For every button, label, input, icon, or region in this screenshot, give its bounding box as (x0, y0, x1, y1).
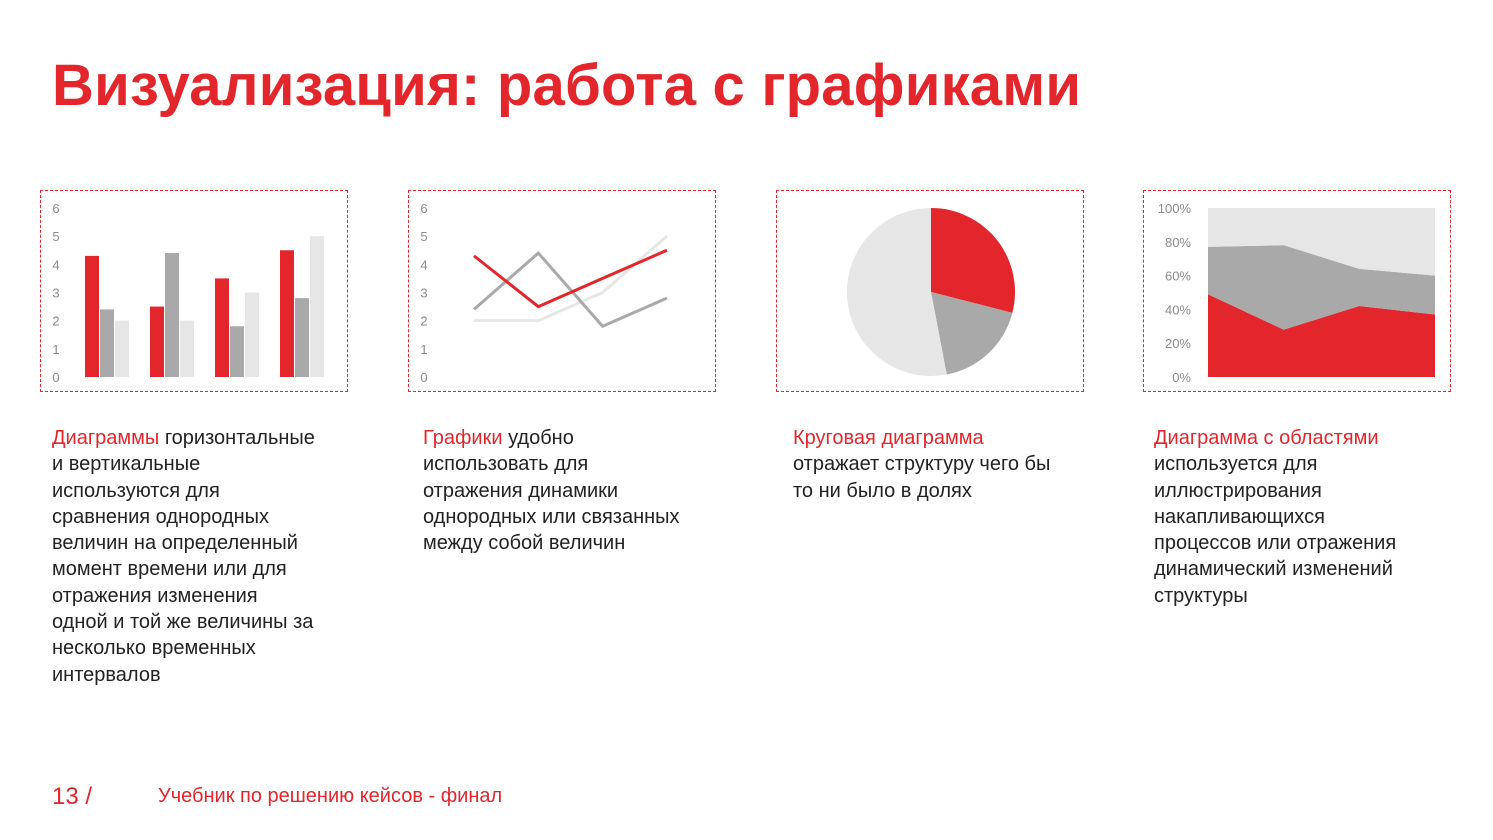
line-chart (409, 191, 717, 393)
description-line: иллюстрирования (1154, 479, 1322, 502)
page-title: Визуализация: работа с графиками (52, 53, 1082, 118)
description-line: структуры (1154, 584, 1248, 607)
bar (165, 253, 179, 377)
bar (295, 298, 309, 377)
bar (215, 278, 229, 377)
pie-chart (777, 191, 1085, 393)
bar (310, 236, 324, 377)
bar (85, 256, 99, 377)
y-tick-label: 3 (52, 285, 60, 301)
y-tick-label: 6 (52, 201, 60, 216)
y-tick-label: 1 (420, 341, 428, 357)
description-line: и вертикальные (52, 453, 201, 476)
y-tick-label: 2 (52, 313, 60, 329)
y-tick-label: 5 (52, 229, 60, 245)
bar (150, 307, 164, 377)
description-highlight: Диаграммы (52, 427, 160, 449)
description-line: интервалов (52, 663, 161, 686)
bar-chart (41, 191, 349, 393)
description-line: сравнения однородных (52, 505, 270, 528)
description-line: то ни было в долях (793, 479, 972, 502)
bar (245, 293, 259, 378)
y-tick-label: 20% (1164, 336, 1191, 352)
description-line: между собой величин (423, 532, 626, 555)
y-tick-label: 4 (52, 257, 60, 273)
description-line: величин на определенный (52, 532, 298, 555)
description-line: процессов или отражения (1154, 532, 1397, 555)
description-line: отражает структуру чего бы (793, 453, 1051, 476)
description-line: одной и той же величины за (52, 611, 314, 634)
description-line: момент времени или для (52, 558, 287, 581)
description-line: отражения динамики (423, 479, 619, 502)
footer-text: Учебник по решению кейсов - финал (158, 785, 503, 807)
area-chart-description (1154, 425, 1396, 609)
line-chart-panel (408, 190, 716, 392)
bar (280, 250, 294, 377)
y-tick-label: 0 (52, 370, 60, 385)
description-highlight: Диаграмма с областями (1154, 427, 1379, 449)
pie-chart-panel (776, 190, 1084, 392)
bar-chart-panel (40, 190, 348, 392)
bar (115, 321, 129, 377)
y-tick-label: 40% (1164, 302, 1191, 318)
pie-chart-description (793, 425, 1050, 504)
y-tick-label: 2 (420, 313, 428, 329)
description-highlight: Графики (423, 427, 503, 449)
description-line: используются для (52, 479, 220, 502)
series-line (474, 250, 667, 306)
area-chart-panel (1143, 190, 1451, 392)
bar-chart-description (52, 425, 315, 688)
area-chart (1144, 191, 1452, 393)
y-tick-label: 0 (420, 370, 428, 385)
description-line: накапливающихся (1154, 505, 1325, 528)
y-tick-label: 1 (52, 341, 60, 357)
bar (100, 309, 114, 377)
y-tick-label: 3 (420, 285, 428, 301)
y-tick-label: 4 (420, 257, 428, 273)
bar (180, 321, 194, 377)
y-tick-label: 5 (420, 229, 428, 245)
line-chart-description (423, 425, 680, 556)
description-highlight: Круговая диаграмма (793, 427, 984, 449)
description-line: горизонтальные (159, 427, 315, 449)
page-number: 13 / (52, 783, 93, 810)
bar (230, 326, 244, 377)
description-line: несколько временных (52, 637, 256, 660)
y-tick-label: 80% (1164, 234, 1191, 250)
description-line: динамический изменений (1154, 558, 1393, 581)
description-line: удобно (502, 427, 574, 449)
y-tick-label: 60% (1164, 268, 1191, 284)
description-line: использовать для (423, 453, 589, 476)
y-tick-label: 100% (1157, 201, 1191, 216)
description-line: однородных или связанных (423, 505, 680, 528)
description-line: используется для (1154, 453, 1318, 476)
y-tick-label: 0% (1172, 370, 1191, 385)
description-line: отражения изменения (52, 584, 258, 607)
y-tick-label: 6 (420, 201, 428, 216)
